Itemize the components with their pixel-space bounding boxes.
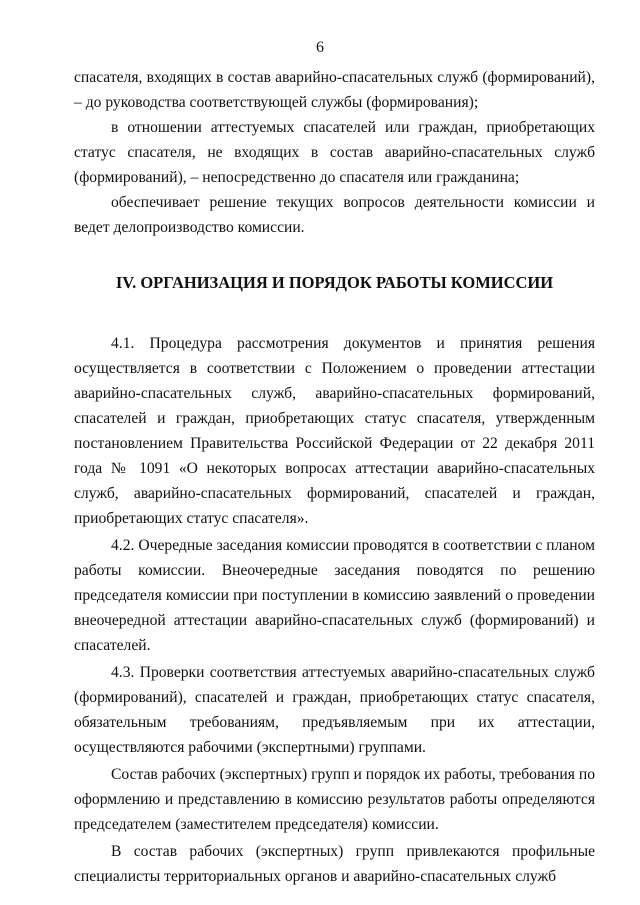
paragraph: обеспечивает решение текущих вопросов деятельности комиссии и ведет делопроизводство комиссии. <box>74 194 595 236</box>
paragraph: Состав рабочих (экспертных) групп и порядок их работы, требования по оформлению и представлению в комиссию результатов работы определяются председателем (заместителем председателя) комиссии. <box>74 766 595 833</box>
paragraph-4-3: 4.3. Проверки соответствия аттестуемых аварийно-спасательных служб (формирований), спасателей и граждан, приобретающих статус спасателя, обязательным требованиям, предъявляемым при их аттестации, осуществляются рабочими (экспертными) группами. <box>74 664 595 756</box>
page-number: 6 <box>316 39 324 56</box>
paragraph-4-1: 4.1. Процедура рассмотрения документов и принятия решения осуществляется в соответствии с Положением о проведении аттестации аварийно-спасательных служб, аварийно-спасательных формирований, спасателей и граждан, приобретающих статус спасателя, утвержденным постановлением Правительства Российской Федерации от 22 декабря 2011 года № 1091 «О некоторых вопросах аттестации аварийно-спасательных служб, аварийно-спасательных формирований, спасателей и граждан, приобретающих статус спасателя». <box>74 335 595 527</box>
paragraph: В состав рабочих (экспертных) групп привлекаются профильные специалисты территориальных органов и аварийно-спасательных служб <box>74 843 595 885</box>
document-body <box>74 65 595 889</box>
section-heading: IV. ОРГАНИЗАЦИЯ И ПОРЯДОК РАБОТЫ КОМИССИИ <box>115 273 554 292</box>
paragraph: в отношении аттестуемых спасателей или граждан, приобретающих статус спасателя, не входящих в состав аварийно-спасательных служб (формирований), – непосредственно до спасателя или гражданина; <box>74 119 595 186</box>
paragraph-4-2: 4.2. Очередные заседания комиссии проводятся в соответствии с планом работы комиссии. Внеочередные заседания поводятся по решению председателя комиссии при поступлении в комиссию заявлений о проведении внеочередной аттестации аварийно-спасательных служб (формирований) и спасателей. <box>74 537 595 654</box>
paragraph-continuation: спасателя, входящих в состав аварийно-спасательных служб (формирований), – до руководства соответствующей службы (формирования); <box>74 69 595 111</box>
